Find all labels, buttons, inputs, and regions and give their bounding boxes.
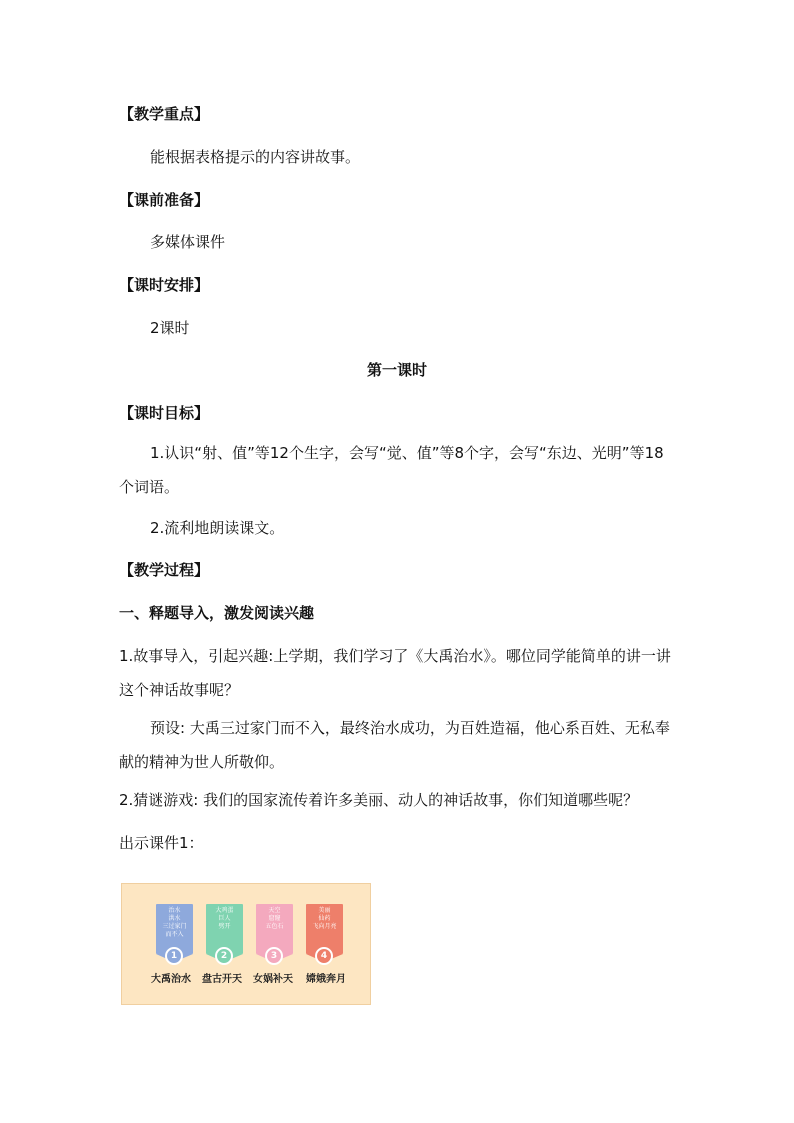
card-1-line-2: 洪水: [168, 915, 181, 922]
card-1-line-4: 而不入: [165, 931, 184, 938]
number-badge-3: 3: [265, 947, 283, 965]
show-courseware-label: 出示课件1：: [119, 834, 204, 852]
lesson-title: 第一课时: [366, 361, 427, 379]
card-2-line-1: 大鸡蛋: [215, 907, 234, 914]
card-4-line-3: 飞向月亮: [312, 923, 337, 930]
card-1-line-3: 三过家门: [162, 923, 187, 930]
key-points-heading: 【教学重点】: [119, 105, 210, 123]
prep-text: 多媒体课件: [150, 233, 226, 251]
step-2: 2.猜谜游戏: 我们的国家流传着许多美丽、动人的神话故事，你们知道哪些呢？: [119, 791, 639, 809]
caption-3: 女娲补天: [253, 974, 293, 985]
schedule-heading: 【课时安排】: [119, 276, 210, 294]
card-3-line-3: 五色石: [265, 923, 284, 930]
number-badge-2: 2: [215, 947, 233, 965]
card-2-line-3: 劈开: [218, 923, 231, 930]
card-3-line-2: 窟窿: [268, 915, 281, 922]
courseware-image: [121, 883, 371, 1005]
number-badge-1: 1: [165, 947, 183, 965]
number-badge-4: 4: [315, 947, 333, 965]
goals-heading: 【课时目标】: [119, 404, 210, 422]
card-2-line-2: 巨人: [218, 915, 231, 922]
caption-4: 嫦娥奔月: [306, 974, 346, 985]
card-4-line-2: 仙药: [318, 915, 331, 922]
schedule-text: 2课时: [150, 319, 190, 337]
card-3-line-1: 天空: [268, 907, 281, 914]
caption-2: 盘古开天: [202, 974, 242, 985]
card-1-line-1: 治水: [168, 907, 181, 914]
caption-1: 大禹治水: [151, 974, 191, 985]
goal-1: 1.认识“射、值”等12个生字，会写“觉、值”等8个字，会写“东边、光明”等18个词语。: [119, 444, 664, 496]
key-points-text: 能根据表格提示的内容讲故事。: [150, 148, 361, 166]
card-4-line-1: 美丽: [318, 907, 331, 914]
goal-2: 2.流利地朗读课文。: [150, 519, 285, 537]
preset-1: 预设: 大禹三过家门而不入，最终治水成功，为百姓造福，他心系百姓、无私奉献的精神为世人所敬仰。: [119, 719, 670, 771]
prep-heading: 【课前准备】: [119, 191, 210, 209]
part-1-heading: 一、释题导入，激发阅读兴趣: [119, 604, 315, 622]
process-heading: 【教学过程】: [119, 561, 210, 579]
step-1: 1.故事导入，引起兴趣:上学期，我们学习了《大禹治水》。哪位同学能简单的讲一讲这个神话故事呢？: [119, 647, 671, 699]
